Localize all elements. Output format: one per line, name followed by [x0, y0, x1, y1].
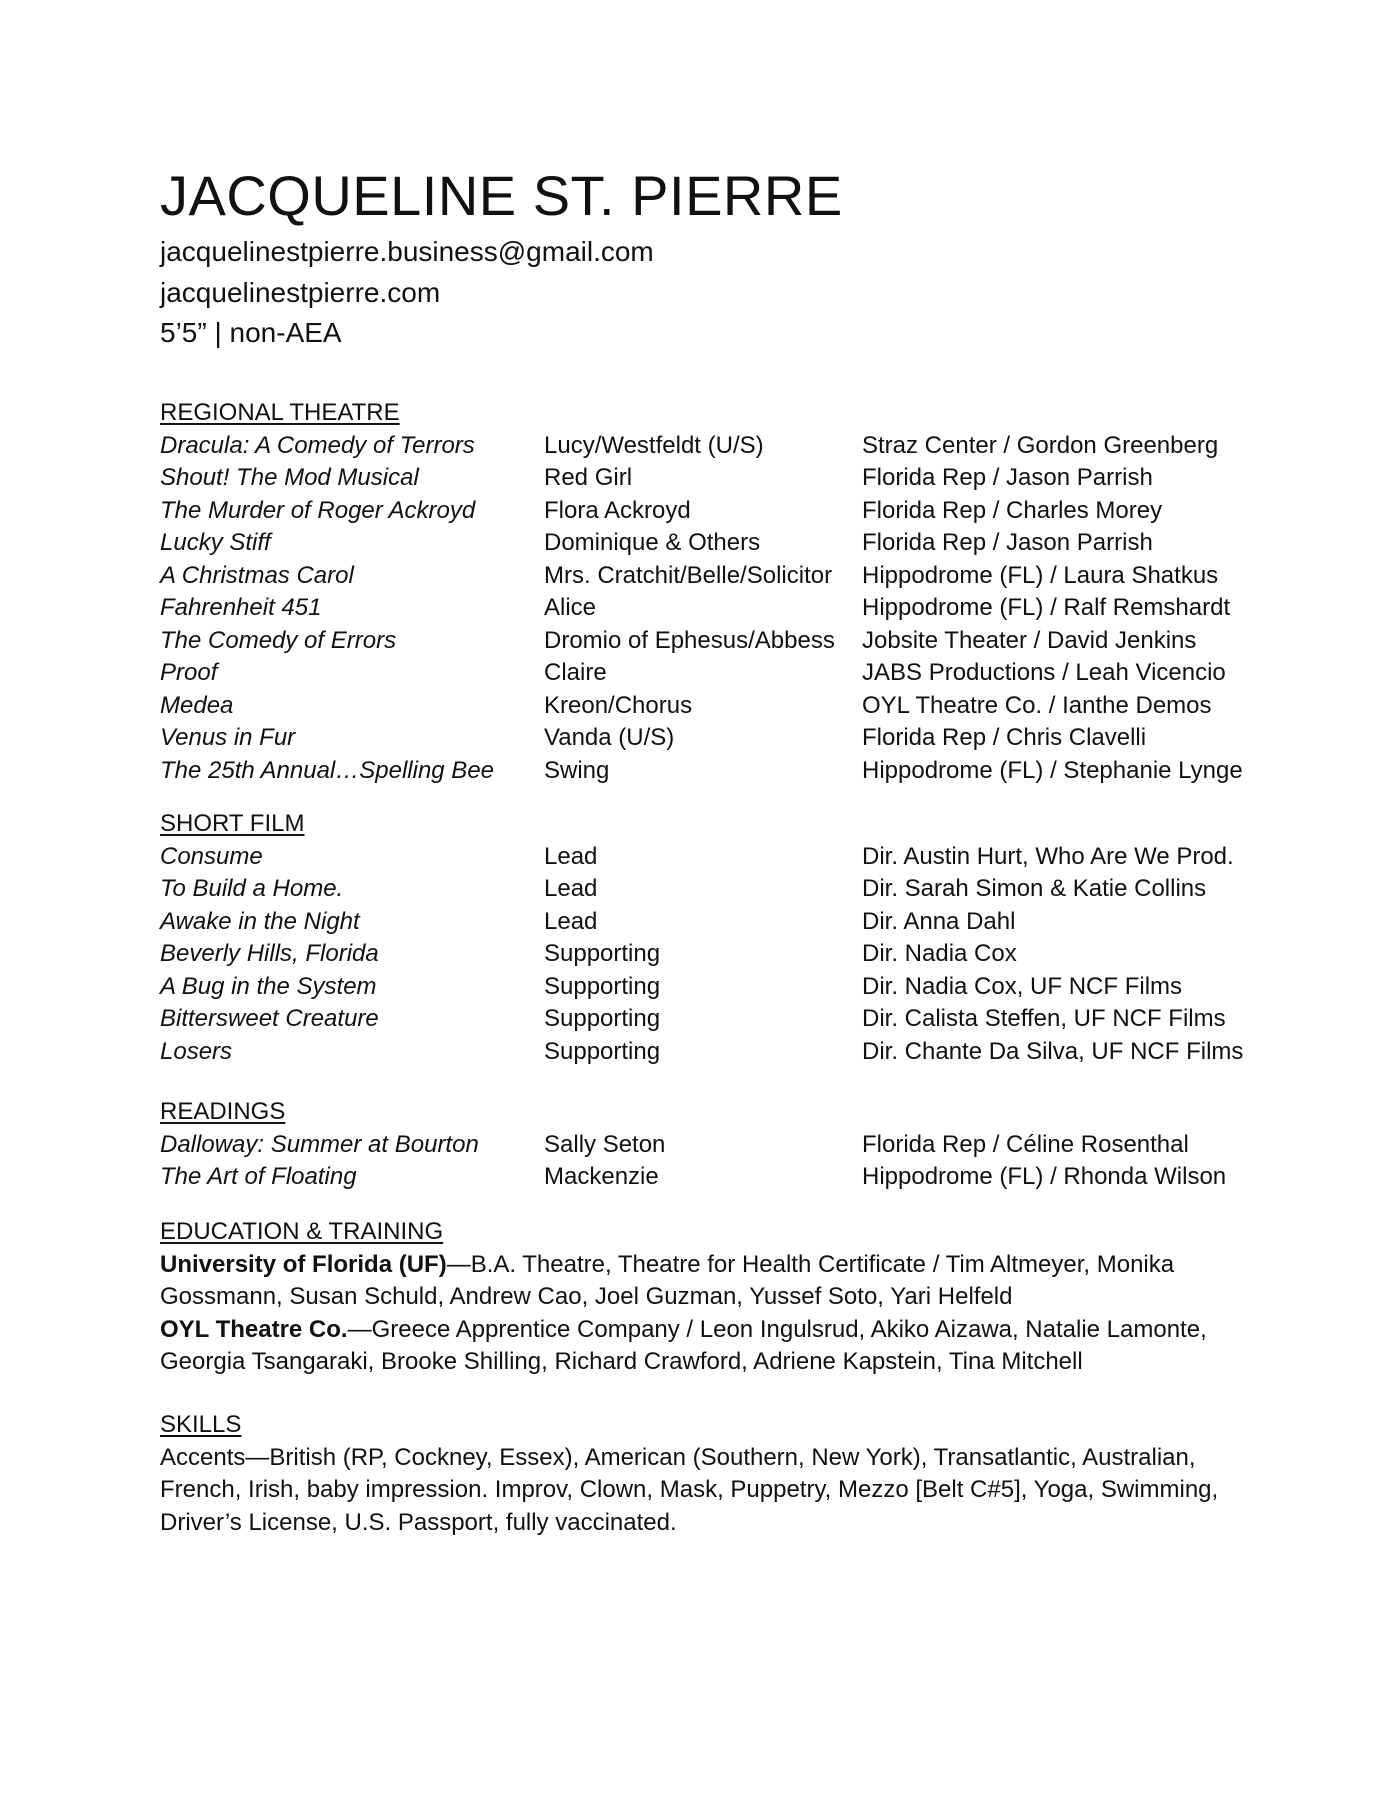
education-details: —Greece Apprentice Company / Leon Ingulsrud, Akiko Aizawa, Natalie Lamonte, Georgia Tsangaraki, Brooke Shilling, Richard Crawford, Adriene Kapstein, Tina Mitchell: [160, 1315, 1207, 1375]
skills-section: [160, 1409, 1260, 1539]
role-name: Supporting: [544, 1037, 661, 1065]
credit-row: [160, 906, 1260, 939]
role-name: Kreon/Chorus: [544, 691, 693, 719]
credit-row: [160, 527, 1260, 560]
company-director: Florida Rep / Charles Morey: [862, 496, 1163, 524]
production-title: A Christmas Carol: [160, 561, 354, 589]
role-name: Vanda (U/S): [544, 724, 675, 751]
height-union-status: 5’5” | non-AEA: [160, 317, 342, 348]
website-link[interactable]: jacquelinestpierre.com: [160, 276, 441, 308]
role-name: Supporting: [544, 972, 661, 1000]
regional-theatre-list: [160, 430, 1260, 788]
credit-row: [160, 1161, 1260, 1194]
production-title: The Comedy of Errors: [160, 626, 397, 654]
production-title: A Bug in the System: [160, 972, 377, 1000]
company-director: Hippodrome (FL) / Stephanie Lynge: [862, 756, 1243, 784]
short-film-list: [160, 841, 1260, 1069]
education-institution: University of Florida (UF): [160, 1250, 447, 1278]
company-director: Dir. Chante Da Silva, UF NCF Films: [862, 1037, 1244, 1065]
role-name: Lead: [544, 875, 598, 902]
credit-row: [160, 938, 1260, 971]
credit-row: [160, 755, 1260, 788]
credit-row: [160, 841, 1260, 874]
company-director: OYL Theatre Co. / Ianthe Demos: [862, 691, 1212, 719]
company-director: Dir. Nadia Cox: [862, 940, 1017, 967]
credit-row: [160, 657, 1260, 690]
company-director: Dir. Anna Dahl: [862, 907, 1016, 935]
role-name: Lead: [544, 907, 598, 935]
production-title: Fahrenheit 451: [160, 594, 322, 621]
role-name: Mrs. Cratchit/Belle/Solicitor: [544, 561, 833, 589]
credit-row: [160, 971, 1260, 1004]
credit-row: [160, 1129, 1260, 1162]
role-name: Lucy/Westfeldt (U/S): [544, 431, 764, 459]
education-entry: [160, 1314, 1260, 1379]
section-heading-education: EDUCATION & TRAINING: [160, 1218, 444, 1245]
company-director: Hippodrome (FL) / Rhonda Wilson: [862, 1163, 1227, 1190]
credit-row: [160, 430, 1260, 463]
company-director: Dir. Calista Steffen, UF NCF Films: [862, 1005, 1226, 1032]
role-name: Red Girl: [544, 464, 633, 491]
credit-row: [160, 1003, 1260, 1036]
production-title: To Build a Home.: [160, 875, 344, 902]
role-name: Mackenzie: [544, 1163, 659, 1190]
credit-row: [160, 722, 1260, 755]
credit-row: [160, 462, 1260, 495]
credit-row: [160, 592, 1260, 625]
section-heading-short-film: SHORT FILM: [160, 810, 305, 837]
company-director: Dir. Austin Hurt, Who Are We Prod.: [862, 842, 1234, 870]
regional-theatre-section: [160, 397, 1260, 787]
company-director: Dir. Sarah Simon & Katie Collins: [862, 875, 1207, 902]
role-name: Dromio of Ephesus/Abbess: [544, 626, 835, 654]
education-text: [160, 1249, 1260, 1379]
role-name: Lead: [544, 842, 598, 870]
production-title: Beverly Hills, Florida: [160, 940, 379, 967]
credit-row: [160, 690, 1260, 723]
company-director: Florida Rep / Jason Parrish: [862, 529, 1153, 556]
role-name: Claire: [544, 659, 607, 686]
production-title: Consume: [160, 842, 263, 870]
production-title: Shout! The Mod Musical: [160, 464, 419, 491]
credit-row: [160, 625, 1260, 658]
production-title: The Murder of Roger Ackroyd: [160, 496, 476, 524]
role-name: Supporting: [544, 940, 661, 967]
company-director: Jobsite Theater / David Jenkins: [862, 626, 1197, 654]
company-director: Florida Rep / Céline Rosenthal: [862, 1130, 1189, 1158]
production-title: Dracula: A Comedy of Terrors: [160, 431, 475, 459]
credit-row: [160, 560, 1260, 593]
company-director: Hippodrome (FL) / Laura Shatkus: [862, 561, 1219, 589]
role-name: Dominique & Others: [544, 529, 761, 556]
credit-row: [160, 873, 1260, 906]
education-details: —B.A. Theatre, Theatre for Health Certificate / Tim Altmeyer, Monika Gossmann, Susan Schuld, Andrew Cao, Joel Guzman, Yussef Soto, Yari Helfeld: [160, 1250, 1175, 1310]
section-heading-regional-theatre: REGIONAL THEATRE: [160, 399, 400, 426]
role-name: Alice: [544, 594, 597, 621]
production-title: The Art of Floating: [160, 1163, 357, 1190]
production-title: Medea: [160, 691, 234, 719]
email-address[interactable]: jacquelinestpierre.business@gmail.com: [160, 236, 654, 267]
education-institution: OYL Theatre Co.: [160, 1315, 348, 1343]
role-name: Sally Seton: [544, 1130, 666, 1158]
performer-name: JACQUELINE ST. PIERRE: [160, 164, 843, 227]
production-title: The 25th Annual…Spelling Bee: [160, 756, 495, 784]
company-director: JABS Productions / Leah Vicencio: [862, 659, 1226, 686]
production-title: Venus in Fur: [160, 724, 296, 751]
skills-text: Accents—British (RP, Cockney, Essex), American (Southern, New York), Transatlantic, Australian, French, Irish, baby impression. Improv, Clown, Mask, Puppetry, Mezzo [Belt C#5], Yoga, Swimming, Driver’s License, U.S. Passport, fully vaccinated.: [160, 1443, 1219, 1536]
production-title: Lucky Stiff: [160, 529, 271, 556]
section-heading-skills: SKILLS: [160, 1411, 242, 1438]
credit-row: [160, 495, 1260, 528]
readings-list: [160, 1129, 1260, 1194]
production-title: Dalloway: Summer at Bourton: [160, 1130, 479, 1158]
role-name: Flora Ackroyd: [544, 496, 691, 524]
section-heading-readings: READINGS: [160, 1098, 286, 1125]
role-name: Swing: [544, 756, 610, 784]
credit-row: [160, 1036, 1260, 1069]
company-director: Hippodrome (FL) / Ralf Remshardt: [862, 594, 1231, 621]
company-director: Florida Rep / Chris Clavelli: [862, 724, 1147, 751]
production-title: Proof: [160, 659, 218, 686]
production-title: Losers: [160, 1037, 233, 1065]
readings-section: [160, 1096, 1260, 1194]
production-title: Bittersweet Creature: [160, 1005, 379, 1032]
company-director: Straz Center / Gordon Greenberg: [862, 431, 1219, 459]
company-director: Dir. Nadia Cox, UF NCF Films: [862, 972, 1183, 1000]
company-director: Florida Rep / Jason Parrish: [862, 464, 1153, 491]
role-name: Supporting: [544, 1005, 661, 1032]
short-film-section: [160, 808, 1260, 1068]
education-entry: [160, 1249, 1260, 1314]
production-title: Awake in the Night: [160, 907, 360, 935]
contact-block: [160, 232, 654, 354]
education-section: [160, 1216, 1260, 1379]
